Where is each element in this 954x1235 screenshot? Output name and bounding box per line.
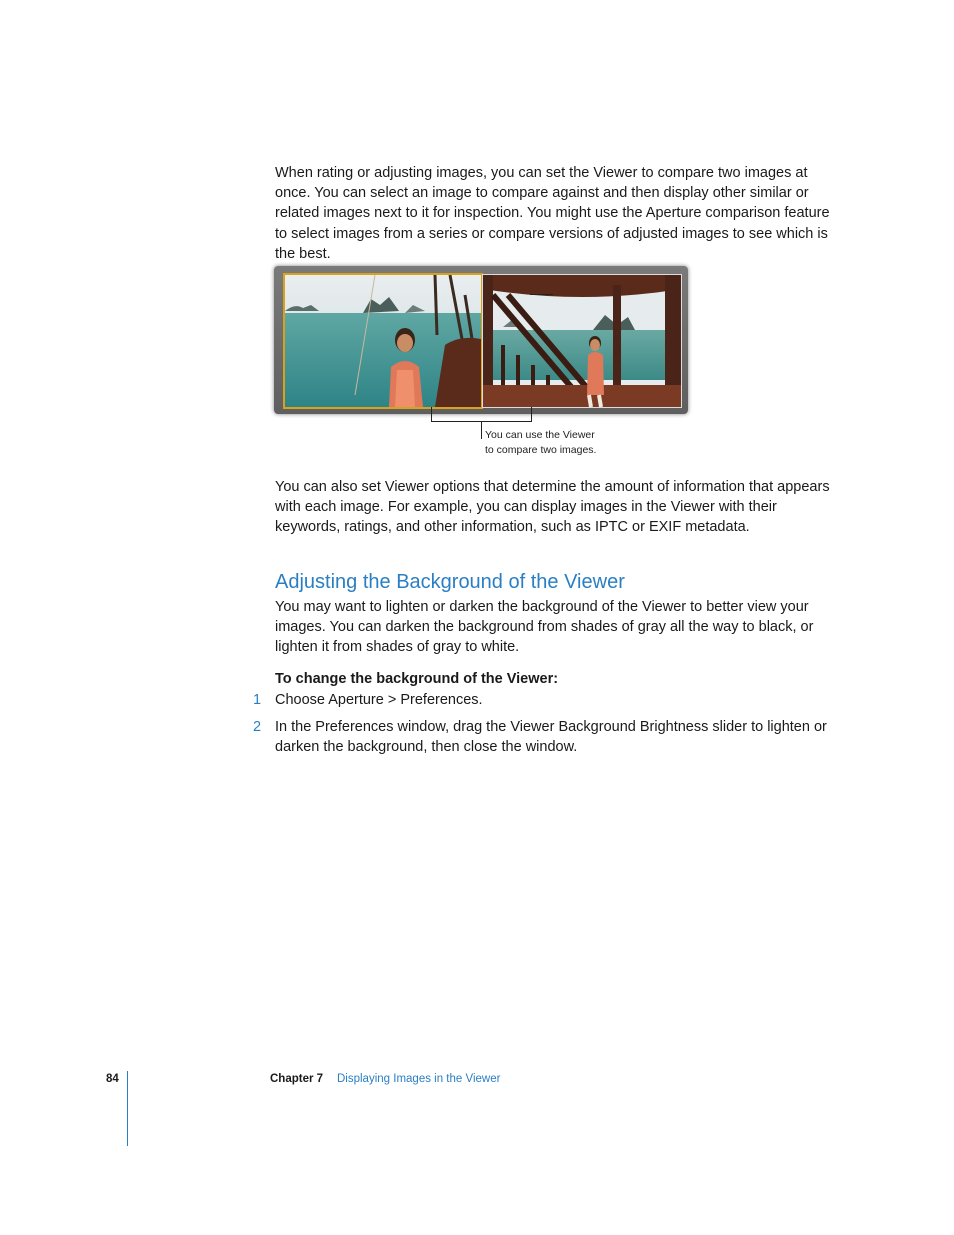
footer-chapter-title: Displaying Images in the Viewer — [337, 1073, 501, 1085]
step-number: 2 — [252, 719, 262, 735]
intro-paragraph: When rating or adjusting images, you can set the Viewer to compare two images at once. You can select an image to compare against and then display other similar or related images next to it for inspection. You might use the Aperture comparison feature to select images from a series or compare versions of adjusted images to see which is the best. — [275, 165, 830, 262]
page-number: 84 — [106, 1073, 119, 1085]
step-number: 1 — [252, 692, 262, 708]
viewer-comparison-figure — [274, 266, 688, 414]
section-paragraph: You may want to lighten or darken the background of the Viewer to better view your images. You can darken the background from shades of gray all the way to black, or lighten it from shades of gray to white. — [275, 599, 814, 656]
footer-chapter-label: Chapter 7 — [270, 1073, 324, 1085]
callout-bracket-left — [431, 407, 432, 422]
figure-caption-line-1: You can use the Viewer — [485, 429, 595, 441]
viewer-options-paragraph: You can also set Viewer options that determine the amount of information that appears with each image. For example, you can display images in the Viewer with their keywords, ratings, and other information, such as IPTC or EXIF metadata. — [275, 479, 830, 536]
step-text: Choose Aperture > Preferences. — [275, 692, 483, 708]
selected-comparison-photo — [283, 273, 483, 409]
task-title: To change the background of the Viewer: — [275, 671, 559, 687]
callout-leader — [481, 421, 482, 439]
callout-pointer-line — [530, 294, 553, 295]
footer-rule — [127, 1071, 128, 1146]
section-heading: Adjusting the Background of the Viewer — [275, 571, 625, 593]
step-text: In the Preferences window, drag the Viewer Background Brightness slider to lighten or darken the background, then close the window. — [275, 719, 827, 756]
callout-bracket-right — [531, 407, 532, 422]
figure-caption-line-2: to compare two images. — [485, 444, 597, 456]
figure-caption — [485, 428, 596, 458]
compared-photo — [482, 274, 682, 408]
